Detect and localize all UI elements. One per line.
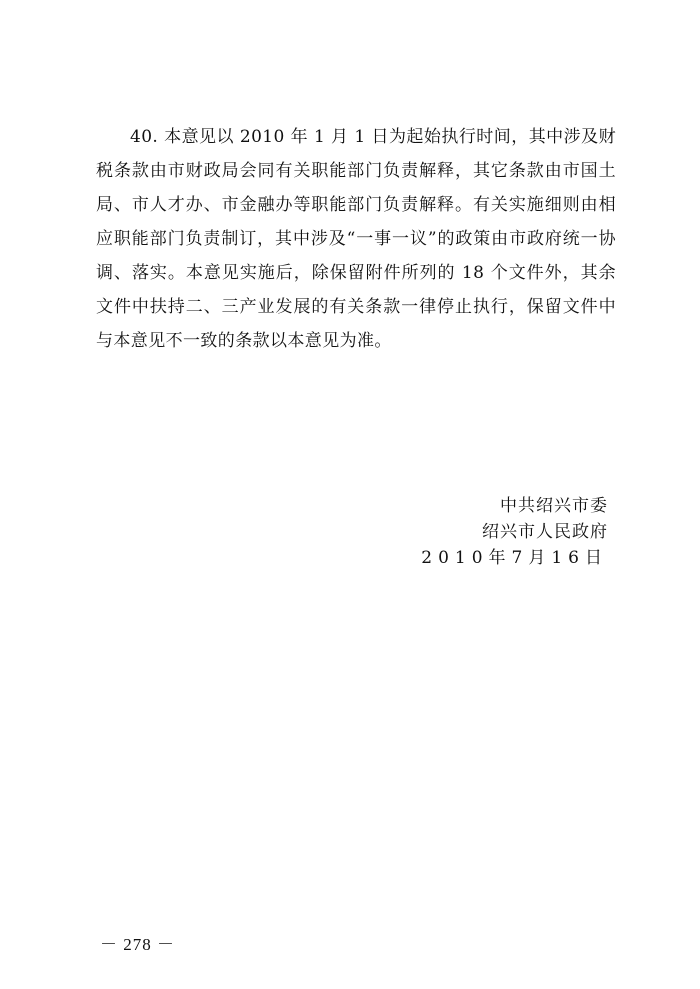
signature-org-government: 绍兴市人民政府	[482, 522, 608, 542]
page-number: － 278 －	[100, 935, 175, 954]
signature-date: 2010年7月16日	[421, 548, 608, 568]
signature-org-party-committee: 中共绍兴市委	[500, 496, 608, 516]
paragraph-article-40: 40. 本意见以 2010 年 1 月 1 日为起始执行时间，其中涉及财税条款由市财政局会同有关职能部门负责解释，其它条款由市国土局、市人才办、市金融办等职能部门负责解释。有关实施细则由相应职能部门负责制订，其中涉及“一事一议”的政策由市政府统一协调、落实。本意见实施后，除保留附件所列的 18 个文件外，其余文件中扶持二、三产业发展的有关条款一律停止执行，保留文件中与本意见不一致的条款以本意见为准。	[96, 127, 616, 351]
document-body	[96, 120, 616, 358]
signature-block	[421, 493, 608, 571]
